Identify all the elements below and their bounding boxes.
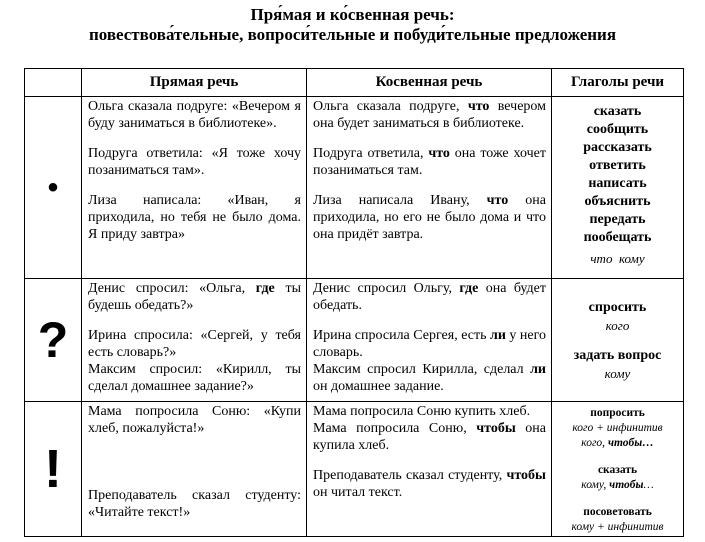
verb-government-note: кому + инфинитив [571,521,664,533]
verb-government-note: кого [605,318,630,333]
verb: передать [589,212,646,227]
direct-example: Лиза написала: «Иван, я приходила, но тебя не было дома. Я приду завтра» [88,193,301,242]
verb-government-note: кому [604,366,631,381]
verb: сообщить [586,122,649,137]
direct-speech-cell [82,402,307,537]
indirect-example: Лиза написала Ивану, что она приходила, но его не было дома и что она придёт завтра. [313,193,546,242]
indirect-example: Мама попросила Соню, чтобы она купила хлеб. [313,421,546,453]
speech-verbs-cell [552,402,684,537]
table-row-declarative [25,97,684,279]
question-mark: ? [25,279,82,402]
indirect-example: Преподаватель сказал студенту, чтобы он читал текст. [313,468,546,500]
indirect-speech-cell [307,279,552,402]
direct-example: Мама попросила Соню: «Купи хлеб, пожалуйста!» [88,404,301,436]
direct-example: Преподаватель сказал студенту: «Читайте текст!» [88,488,301,520]
verb: сказать [593,104,642,119]
header-mark [25,69,82,97]
indirect-example: Ольга сказала подруге, что вечером она будет заниматься в библиотеке. [313,99,546,131]
verb-government-note: кого, чтобы… [581,437,654,449]
verb: пообещать [583,230,652,245]
verb: написать [588,176,647,191]
indirect-example: Денис спросил Ольгу, где она будет обедать. [313,281,546,313]
page-title [0,5,705,45]
period-mark: • [25,97,82,279]
verb: объяснить [584,194,651,209]
exclamation-mark: ! [25,402,82,537]
verb: спросить [588,300,647,315]
verb: попросить [590,407,645,419]
title-line-2: повествова́тельные, вопроси́тельные и побуди́тельные предложения [88,25,617,44]
direct-example: Ольга сказала подруге: «Вечером я буду заниматься в библиотеке». [88,99,301,131]
direct-speech-cell [82,279,307,402]
direct-example: Денис спросил: «Ольга, где ты будешь обедать?» [88,281,301,313]
verb-government-note: кому, чтобы… [581,479,654,491]
speech-verbs-cell [552,279,684,402]
table-row-imperative [25,402,684,537]
verb-government-note: кого + инфинитив [572,422,663,434]
direct-example: Ирина спросила: «Сергей, у тебя есть словарь?» [88,328,301,360]
direct-speech-cell [82,97,307,279]
indirect-example: Максим спросил Кирилла, сделал ли он домашнее задание. [313,362,546,394]
verb: рассказать [583,140,652,155]
verb: посоветовать [583,506,652,518]
indirect-speech-cell [307,97,552,279]
indirect-speech-cell [307,402,552,537]
verb: ответить [589,158,646,173]
title-line-1: Пря́мая и ко́свенная речь: [250,5,455,24]
verb: сказать [597,464,638,476]
direct-example: Максим спросил: «Кирилл, ты сделал домашнее задание?» [88,362,301,394]
indirect-example: Ирина спросила Сергея, есть ли у него словарь. [313,328,547,360]
header-verbs: Глаголы речи [552,69,684,97]
verb-government-note: что кому [590,251,645,266]
header-indirect: Косвенная речь [307,69,552,97]
speech-verbs-cell [552,97,684,279]
verb: задать вопрос [573,348,662,363]
speech-table [24,68,684,537]
header-direct: Прямая речь [82,69,307,97]
table-row-interrogative [25,279,684,402]
header-row [25,69,684,97]
direct-example: Подруга ответила: «Я тоже хочу позаниматься там». [88,146,301,178]
indirect-example: Подруга ответила, что она тоже хочет позаниматься там. [313,146,546,178]
indirect-example: Мама попросила Соню купить хлеб. [313,404,531,419]
